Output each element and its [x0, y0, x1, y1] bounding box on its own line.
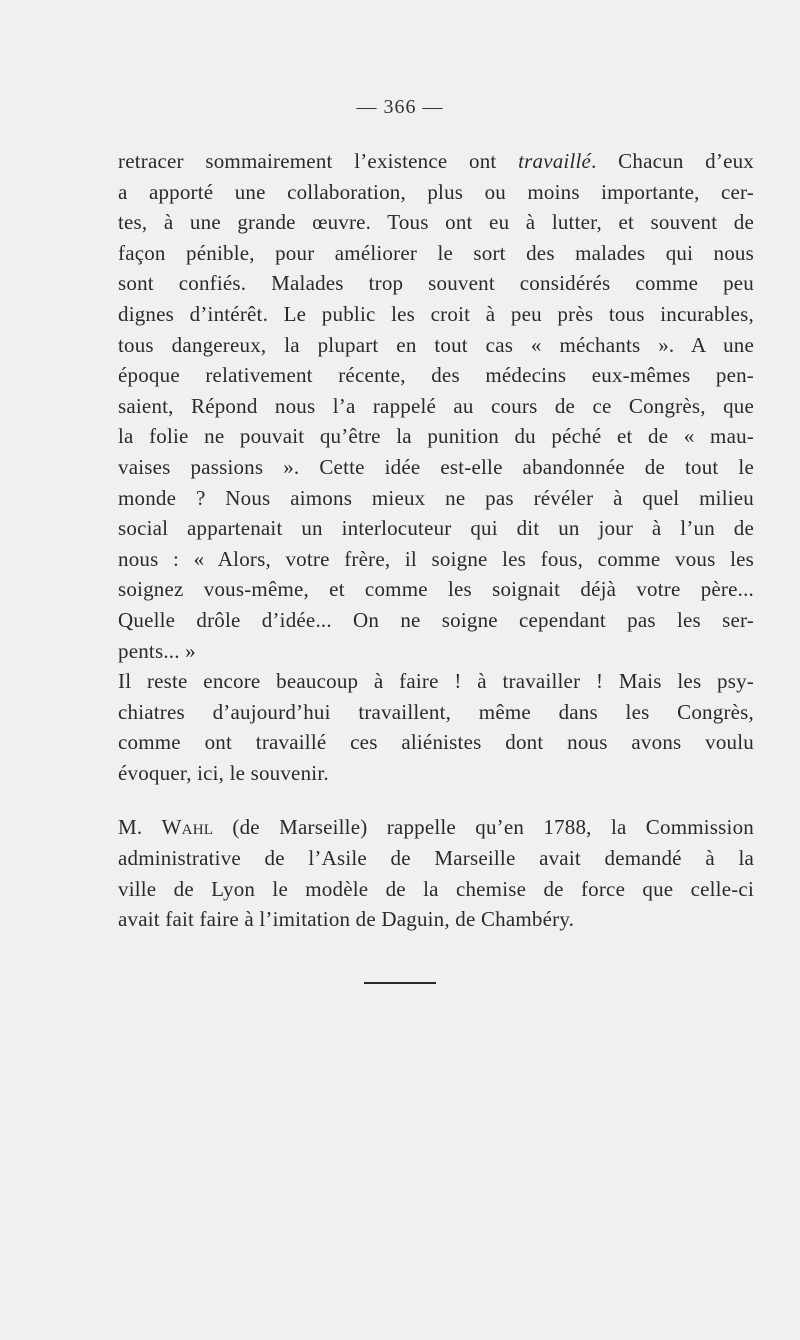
- text-line: pents... »: [118, 638, 196, 663]
- body-text: [118, 146, 754, 935]
- text-line: Il reste encore beaucoup à faire ! à travailler ! Mais les psy-: [118, 669, 754, 694]
- paragraph-2: [118, 666, 754, 788]
- section-end-rule: [364, 982, 436, 984]
- text-line: tes, à une grande œuvre. Tous ont eu à lutter, et souvent de: [118, 210, 754, 235]
- text-line: social appartenait un interlocuteur qui dit un jour à l’un de: [118, 516, 754, 541]
- text-line: époque relativement récente, des médecins eux-mêmes pen-: [118, 363, 754, 388]
- emphasis-word: travaillé: [518, 149, 592, 173]
- text-line: évoquer, ici, le souvenir.: [118, 760, 329, 785]
- text-line: la folie ne pouvait qu’être la punition du péché et de « mau-: [118, 424, 754, 449]
- text-line: a apporté une collaboration, plus ou moins importante, cer-: [118, 179, 754, 204]
- text-line: administrative de l’Asile de Marseille avait demandé à la: [118, 846, 754, 871]
- text-line: comme ont travaillé ces aliénistes dont nous avons voulu: [118, 730, 754, 755]
- text-line: dignes d’intérêt. Le public les croit à peu près tous incurables,: [118, 301, 754, 326]
- text-line: Quelle drôle d’idée... On ne soigne cependant pas les ser-: [118, 607, 754, 632]
- speaker-name: Wahl: [161, 815, 214, 840]
- text-line: nous : « Alors, votre frère, il soigne les fous, comme vous les: [118, 546, 754, 571]
- paragraph-3: [118, 812, 754, 934]
- text-line: avait fait faire à l’imitation de Daguin, de Chambéry.: [118, 907, 575, 932]
- text-line: soignez vous-même, et comme les soignait déjà votre père...: [118, 577, 754, 602]
- text-line: M. Wahl (de Marseille) rappelle qu’en 1788, la Commission: [118, 815, 754, 840]
- text-line: chiatres d’aujourd’hui travaillent, même dans les Congrès,: [118, 699, 754, 724]
- text-line: sont confiés. Malades trop souvent considérés comme peu: [118, 271, 754, 296]
- text-line: tous dangereux, la plupart en tout cas « méchants ». A une: [118, 332, 754, 357]
- text-line: saient, Répond nous l’a rappelé au cours de ce Congrès, que: [118, 393, 754, 418]
- paragraph-1: [118, 146, 754, 666]
- text-line: vaises passions ». Cette idée est-elle abandonnée de tout le: [118, 454, 754, 479]
- paragraph-spacer: [118, 788, 754, 812]
- page-number: — 366 —: [356, 96, 444, 118]
- text-line: monde ? Nous aimons mieux ne pas révéler à quel milieu: [118, 485, 754, 510]
- text-line: ville de Lyon le modèle de la chemise de force que celle-ci: [118, 876, 754, 901]
- text-line: retracer sommairement l’existence ont travaillé. Chacun d’eux: [118, 149, 754, 173]
- text-line: façon pénible, pour améliorer le sort des malades qui nous: [118, 240, 754, 265]
